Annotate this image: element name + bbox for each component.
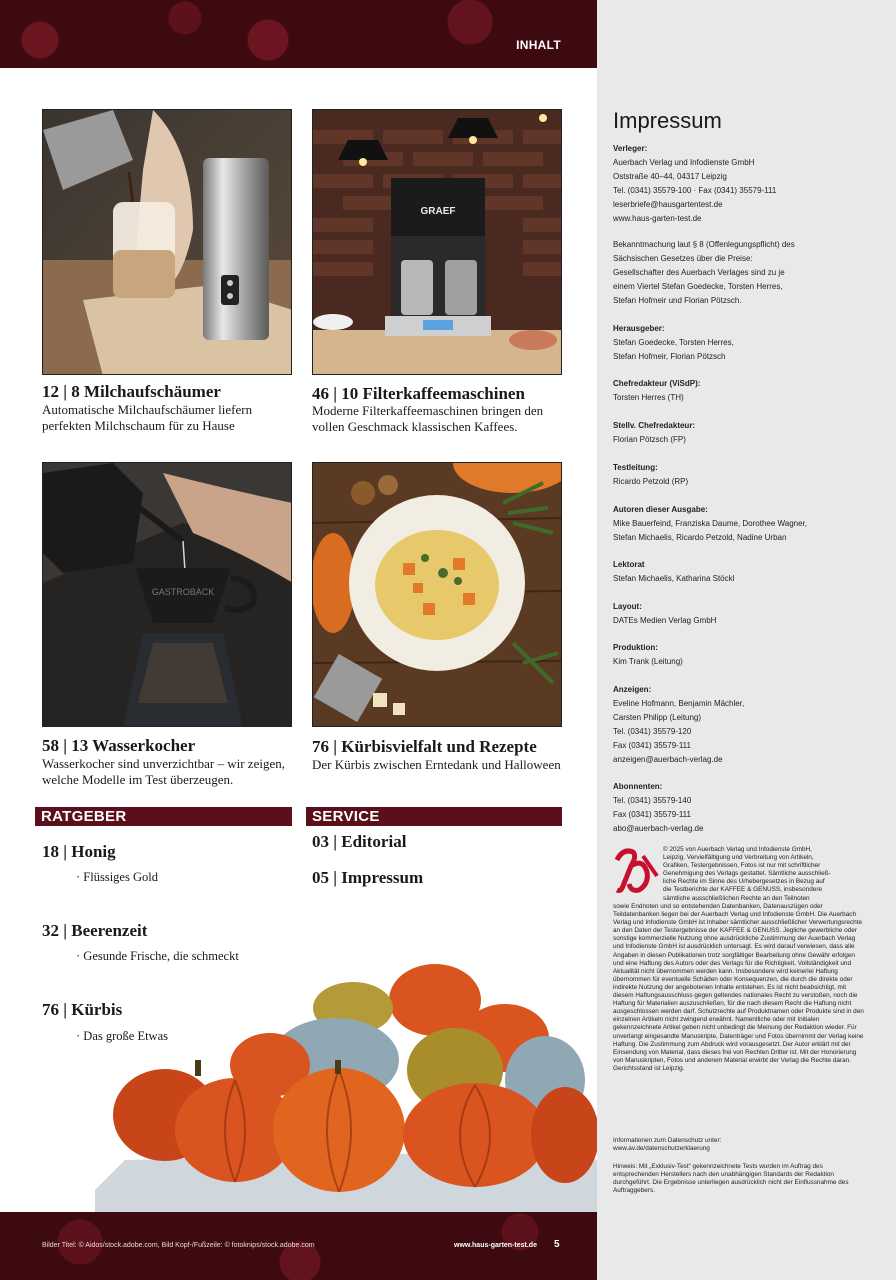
- impressum-chefredakteur: [613, 377, 873, 405]
- photo-milk-frother: [42, 109, 292, 375]
- impressum-line: Kim Trank (Leitung): [613, 657, 683, 666]
- impressum-line: Mike Bauerfeind, Franziska Daume, Dorothee Wagner,: [613, 519, 808, 528]
- service-heading: SERVICE: [306, 807, 562, 826]
- feature-title-kuerbis[interactable]: 76 | Kürbisvielfalt und Rezepte: [312, 737, 537, 756]
- impressum-head: Chefredakteur (ViSdP):: [613, 379, 701, 388]
- impressum-line: Torsten Herres (TH): [613, 393, 684, 402]
- impressum-sidebar: [597, 0, 896, 1280]
- impressum-verleger: [613, 142, 873, 226]
- impressum-line: Tel. (0341) 35579-120: [613, 727, 692, 736]
- impressum-lektorat: [613, 558, 873, 586]
- impressum-testleitung: [613, 461, 873, 489]
- footer-band: [0, 1212, 597, 1280]
- impressum-head: Abonnenten:: [613, 782, 663, 791]
- ratgeber-heading: RATGEBER: [35, 807, 292, 826]
- impressum-line: Stefan Michaelis, Katharina Stöckl: [613, 574, 735, 583]
- legal-line: Genehmigung des Verlags gestattet. Sämtliche ausschließ-: [663, 870, 831, 878]
- service-item-editorial[interactable]: 03 | Editorial: [312, 832, 407, 851]
- impressum-line: Carsten Philipp (Leitung): [613, 713, 702, 722]
- graef-brand-text: GRAEF: [420, 206, 456, 217]
- photo-filter-coffee-machine: [312, 109, 562, 375]
- impressum-line: Stefan Goedecke, Torsten Herres,: [613, 338, 734, 347]
- impressum-line: Ricardo Petzold (RP): [613, 477, 689, 486]
- image-credits: Bilder Titel: © Aidos/stock.adobe.com, Bild Kopf-/Fußzeile: © fotoknips/stock.adobe.com: [42, 1242, 315, 1249]
- impressum-line: Tel. (0341) 35579-140: [613, 796, 692, 805]
- legal-line: Informationen zum Datenschutz unter:: [613, 1137, 722, 1144]
- impressum-line: Auerbach Verlag und Infodienste GmbH: [613, 158, 755, 167]
- privacy-info: [613, 1137, 867, 1153]
- impressum-head: Produktion:: [613, 643, 658, 652]
- impressum-line: Fax (0341) 35579-111: [613, 741, 691, 750]
- legal-line: liche Rechte im Sinne des Urhebergesetzes in Bezug auf: [663, 878, 825, 886]
- impressum-title: Impressum: [613, 108, 722, 133]
- impressum-website[interactable]: www.haus-garten-test.de: [613, 214, 702, 223]
- impressum-head: Stellv. Chefredakteur:: [613, 421, 696, 430]
- impressum-email[interactable]: leserbriefe@hausgartentest.de: [613, 200, 723, 209]
- impressum-head: Lektorat: [613, 560, 645, 569]
- impressum-anzeigen: [613, 683, 873, 767]
- impressum-line: Fax (0341) 35579-111: [613, 810, 691, 819]
- impressum-head: Anzeigen:: [613, 685, 652, 694]
- impressum-head: Testleitung:: [613, 463, 658, 472]
- photo-kettle: [42, 462, 292, 727]
- ratgeber-sub-beerenzeit: · Gesunde Frische, die schmeckt: [76, 949, 239, 963]
- impressum-line: Gesellschafter des Auerbach Verlages sind zu je: [613, 268, 785, 277]
- impressum-line: Oststraße 40–44, 04317 Leipzig: [613, 172, 727, 181]
- impressum-stellv-chefredakteur: [613, 419, 873, 447]
- impressum-verleger-head: Verleger:: [613, 144, 648, 153]
- legal-intro: [663, 846, 873, 903]
- impressum-line: Florian Pötzsch (FP): [613, 435, 686, 444]
- feature-title-wasserkocher[interactable]: 58 | 13 Wasserkocher: [42, 736, 196, 755]
- impressum-line: Eveline Hofmann, Benjamin Mächler,: [613, 699, 745, 708]
- ratgeber-item-kuerbis[interactable]: 76 | Kürbis: [42, 1000, 123, 1019]
- ratgeber-item-honig[interactable]: 18 | Honig: [42, 842, 116, 861]
- impressum-head: Layout:: [613, 602, 642, 611]
- legal-line: die Testberichte der KAFFEE & GENUSS, insbesondere: [663, 886, 823, 894]
- auerbach-verlag-logo: [613, 846, 659, 896]
- page-number: 5: [554, 1239, 560, 1250]
- legal-line: Grafiken, Testergebnissen, Fotos ist nur mit schriftlicher: [663, 862, 821, 870]
- ratgeber-sub-honig: · Flüssiges Gold: [76, 870, 158, 884]
- feature-title-milchaufschaeumer[interactable]: 12 | 8 Milchaufschäumer: [42, 382, 221, 401]
- feature-title-filterkaffeemaschinen[interactable]: 46 | 10 Filterkaffeemaschinen: [312, 384, 525, 403]
- header-band: [0, 0, 597, 68]
- impressum-produktion: [613, 641, 873, 669]
- legal-body: sowie Endnoten und so entstehenden Datenbanken, Datenauszügen oder Teildatenbanken liegen bei der Auerbach Verlag und Infodienste GmbH. Die Auerbach Verlag und Infodienste GmbH ist Inhaber sämtlicher ausschließlicher Verwertungsrechte an den Daten der Testergebnisse der KAFFEE & GENUSS. Jegliche gewerbliche oder sonstige kommerzielle Nutzung ohne ausdrückliche Zustimmung der Auerbach Verlag und Infodienste GmbH ist ausdrücklich untersagt. Es wird darauf verwiesen, dass alle Angaben in diesen Publikationen trotz sorgfältiger Bearbeitung ohne Gewähr erfolgen und eine Haftung des Autors oder des Verlags für die Richtigkeit, Vollständigkeit und Aktualität nicht übernommen werden kann. Insbesondere wird keinerlei Haftung übernommen für eventuelle Schäden oder Konsequenzen, die durch die direkte oder indirekte Nutzung der angebotenen Inhalte entstehen. Es ist nicht beabsichtigt, mit diesem Haftungsausschluss gegen geltendes nationales Recht zu verstoßen, noch die Haftung für Materialien auszuschließen, für die nach diesem Recht die Haftung nicht ausgeschlossen werden darf. Schutzrechte auf Produktnamen oder Produkte sind in den einzelnen Artikeln nicht zwingend erwähnt. Namentliche oder mit Initialen gekennzeichnete Artikel geben nicht unbedingt die Meinung der Redaktion wieder. Für unverlangt eingesandte Manuskripte, Datenträger und Fotos übernimmt der Verlag keine Haftung. Die Zustimmung zum Abdruck wird vorausgesetzt. Der Autor erklärt mit der Einsendung von Material, dass dieses frei von Rechten Dritter ist. Mit der Honorierung von Manuskripten, Fotos und anderem Material erwirbt der Verlag die Rechte daran. Gerichtsstand ist Leipzig.: [613, 903, 864, 1072]
- feature-desc-kuerbis: Der Kürbis zwischen Erntedank und Halloween: [312, 757, 561, 772]
- impressum-line: Bekanntmachung laut § 8 (Offenlegungspflicht) des: [613, 240, 795, 249]
- impressum-autoren: [613, 503, 873, 545]
- impressum-line: Stefan Hofmeir und Florian Pötzsch.: [613, 296, 742, 305]
- ratgeber-item-beerenzeit[interactable]: 32 | Beerenzeit: [42, 921, 148, 940]
- impressum-head: Herausgeber:: [613, 324, 665, 333]
- impressum-line: einem Viertel Stefan Goedecke, Torsten Herres,: [613, 282, 783, 291]
- section-label: INHALT: [516, 38, 561, 52]
- impressum-line: Stefan Michaelis, Ricardo Petzold, Nadine Urban: [613, 533, 787, 542]
- impressum-email[interactable]: abo@auerbach-verlag.de: [613, 824, 704, 833]
- impressum-bekanntmachung: [613, 238, 873, 308]
- feature-desc-filterkaffeemaschinen: Moderne Filterkaffeemaschinen bringen den vollen Geschmack klassischen Kaffees.: [312, 403, 544, 434]
- impressum-line: Tel. (0341) 35579-100 · Fax (0341) 35579-111: [613, 186, 777, 195]
- impressum-herausgeber: [613, 322, 873, 364]
- impressum-layout: [613, 600, 873, 628]
- legal-line: © 2025 von Auerbach Verlag und Infodienste GmbH,: [663, 846, 812, 853]
- legal-line: sämtliche ausschließlichen Rechte an den Teilnoten: [663, 894, 810, 902]
- legal-line: Leipzig. Vervielfältigung und Verbreitung von Artikeln,: [663, 854, 814, 862]
- feature-desc-milchaufschaeumer: Automatische Milchaufschäumer liefern perfekten Milchschaum für zu Hause: [42, 402, 253, 433]
- pumpkin-pile-image: [95, 960, 597, 1212]
- footer-url[interactable]: www.haus-garten-test.de: [454, 1242, 537, 1249]
- feature-desc-wasserkocher: Wasserkocher sind unverzichtbar – wir zeigen, welche Modelle im Test überzeugen.: [42, 756, 285, 787]
- impressum-head: Autoren dieser Ausgabe:: [613, 505, 708, 514]
- photo-pumpkin-risotto: [312, 462, 562, 727]
- impressum-line: DATEs Medien Verlag GmbH: [613, 616, 717, 625]
- service-item-impressum[interactable]: 05 | Impressum: [312, 868, 424, 887]
- impressum-email[interactable]: anzeigen@auerbach-verlag.de: [613, 755, 723, 764]
- exklusiv-test-note: Hinweis: Mit „Exklusiv-Test“ gekennzeichnete Tests wurden im Auftrag des entsprechenden Herstellers nach den unabhängigen Standards der Redaktion durchgeführt. Die Ergebnisse unterliegen ausdrücklich nicht der Einflussnahme des Auftraggebers.: [613, 1163, 849, 1195]
- privacy-link[interactable]: www.av.de/datenschutzerklaerung: [613, 1145, 710, 1153]
- impressum-line: Sächsischen Gesetzes über die Preise:: [613, 254, 753, 263]
- gastroback-brand-text: GASTROBACK: [151, 587, 215, 597]
- impressum-line: Stefan Hofmeir, Florian Pötzsch: [613, 352, 726, 361]
- impressum-abonnenten: [613, 780, 873, 836]
- ratgeber-sub-kuerbis: · Das große Etwas: [76, 1029, 168, 1043]
